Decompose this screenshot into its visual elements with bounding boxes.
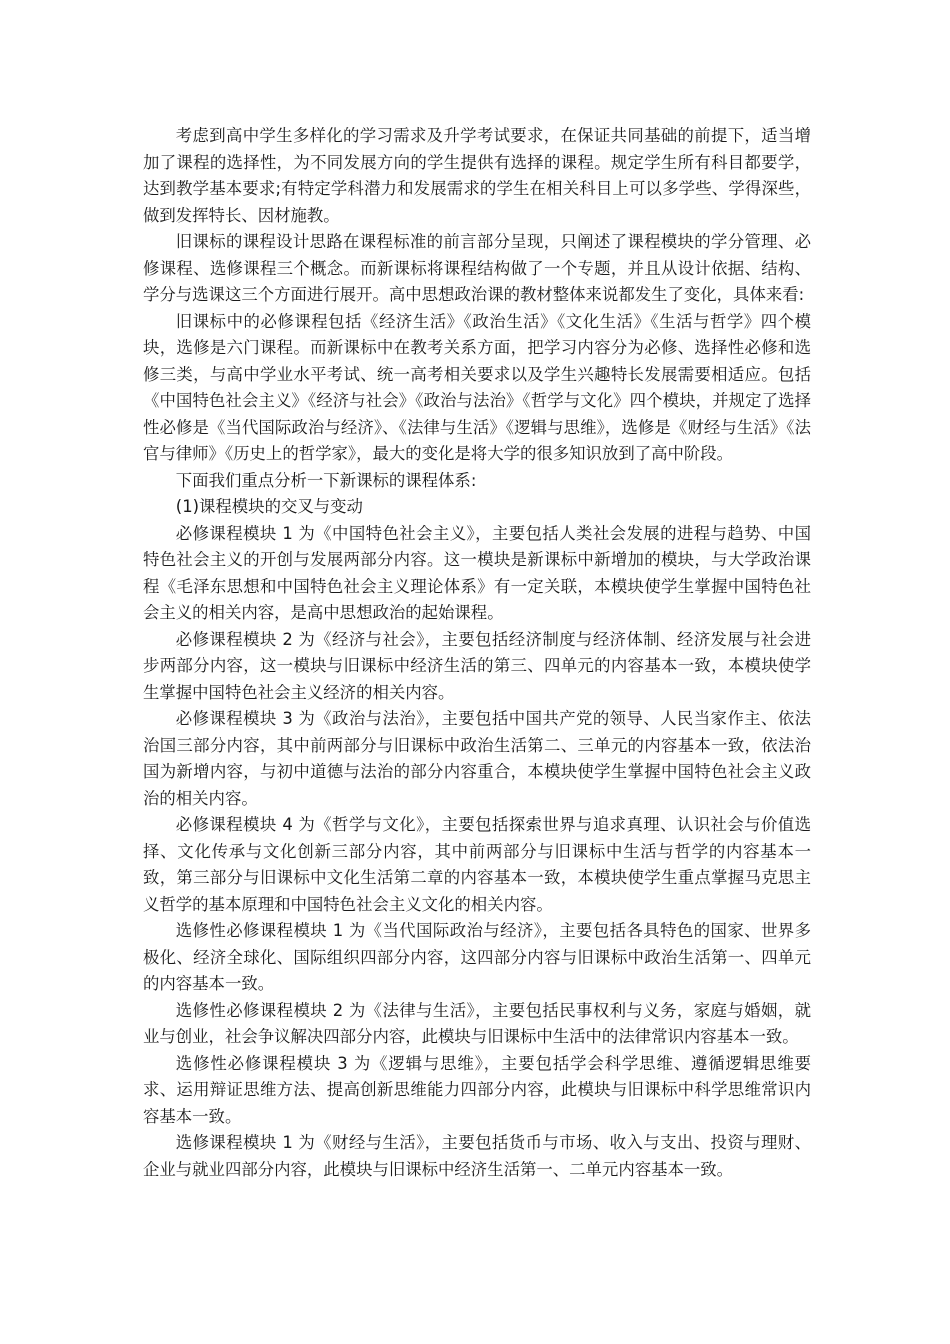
paragraph: 选修性必修课程模块 3 为《逻辑与思维》，主要包括学会科学思维、遵循逻辑思维要求、运用辩证思维方法、提高创新思维能力四部分内容，此模块与旧课标中科学思维常识内容基本一致。 — [143, 1053, 811, 1126]
section-heading: (1)课程模块的交叉与变动 — [175, 497, 363, 516]
paragraph: 必修课程模块 1 为《中国特色社会主义》，主要包括人类社会发展的进程与趋势、中国特色社会主义的开创与发展两部分内容。这一模块是新课标中新增加的模块，与大学政治课程《毛泽东思想和中国特色社会主义理论体系》有一定关联，本模块使学生掌握中国特色社会主义的相关内容，是高中思想政治的起始课程。 — [143, 523, 811, 622]
paragraph: 下面我们重点分析一下新课标的课程体系: — [175, 470, 477, 490]
paragraph: 必修课程模块 3 为《政治与法治》，主要包括中国共产党的领导、人民当家作主、依法治国三部分内容，其中前两部分与旧课标中政治生活第二、三单元的内容基本一致，依法治国为新增内容，与初中道德与法治的部分内容重合，本模块使学生掌握中国特色社会主义政治的相关内容。 — [143, 709, 811, 808]
paragraph: 考虑到高中学生多样化的学习需求及升学考试要求，在保证共同基础的前提下，适当增加了课程的选择性，为不同发展方向的学生提供有选择的课程。规定学生所有科目都要学，达到教学基本要求;有特定学科潜力和发展需求的学生在相关科目上可以多学些、学得深些，做到发挥特长、因材施教。 — [143, 126, 811, 225]
paragraph: 必修课程模块 2 为《经济与社会》，主要包括经济制度与经济体制、经济发展与社会进步两部分内容，这一模块与旧课标中经济生活的第三、四单元的内容基本一致，本模块使学生掌握中国特色社会主义经济的相关内容。 — [143, 629, 811, 702]
paragraph: 选修课程模块 1 为《财经与生活》，主要包括货币与市场、收入与支出、投资与理财、企业与就业四部分内容，此模块与旧课标中经济生活第一、二单元内容基本一致。 — [143, 1133, 811, 1179]
document-body — [143, 123, 811, 1183]
paragraph: 旧课标的课程设计思路在课程标准的前言部分呈现，只阐述了课程模块的学分管理、必修课程、选修课程三个概念。而新课标将课程结构做了一个专题，并且从设计依据、结构、学分与选课这三个方面进行展开。高中思想政治课的教材整体来说都发生了变化，具体来看: — [143, 232, 811, 304]
paragraph: 旧课标中的必修课程包括《经济生活》《政治生活》《文化生活》《生活与哲学》四个模块，选修是六门课程。而新课标中在教考关系方面，把学习内容分为必修、选择性必修和选修三类，与高中学业水平考试、统一高考相关要求以及学生兴趣特长发展需要相适应。包括《中国特色社会主义》《经济与社会》《政治与法治》《哲学与文化》四个模块，并规定了选择性必修是《当代国际政治与经济》、《法律与生活》《逻辑与思维》，选修是《财经与生活》《法官与律师》《历史上的哲学家》，最大的变化是将大学的很多知识放到了高中阶段。 — [143, 311, 811, 463]
paragraph: 选修性必修课程模块 2 为《法律与生活》，主要包括民事权利与义务，家庭与婚姻，就业与创业，社会争议解决四部分内容，此模块与旧课标中生活中的法律常识内容基本一致。 — [143, 1000, 811, 1046]
paragraph: 选修性必修课程模块 1 为《当代国际政治与经济》，主要包括各具特色的国家、世界多极化、经济全球化、国际组织四部分内容，这四部分内容与旧课标中政治生活第一、四单元的内容基本一致。 — [143, 921, 811, 993]
paragraph: 必修课程模块 4 为《哲学与文化》，主要包括探索世界与追求真理、认识社会与价值选择、文化传承与文化创新三部分内容，其中前两部分与旧课标中生活与哲学的内容基本一致，第三部分与旧课标中文化生活第二章的内容基本一致，本模块使学生重点掌握马克思主义哲学的基本原理和中国特色社会主义文化的相关内容。 — [143, 815, 811, 914]
